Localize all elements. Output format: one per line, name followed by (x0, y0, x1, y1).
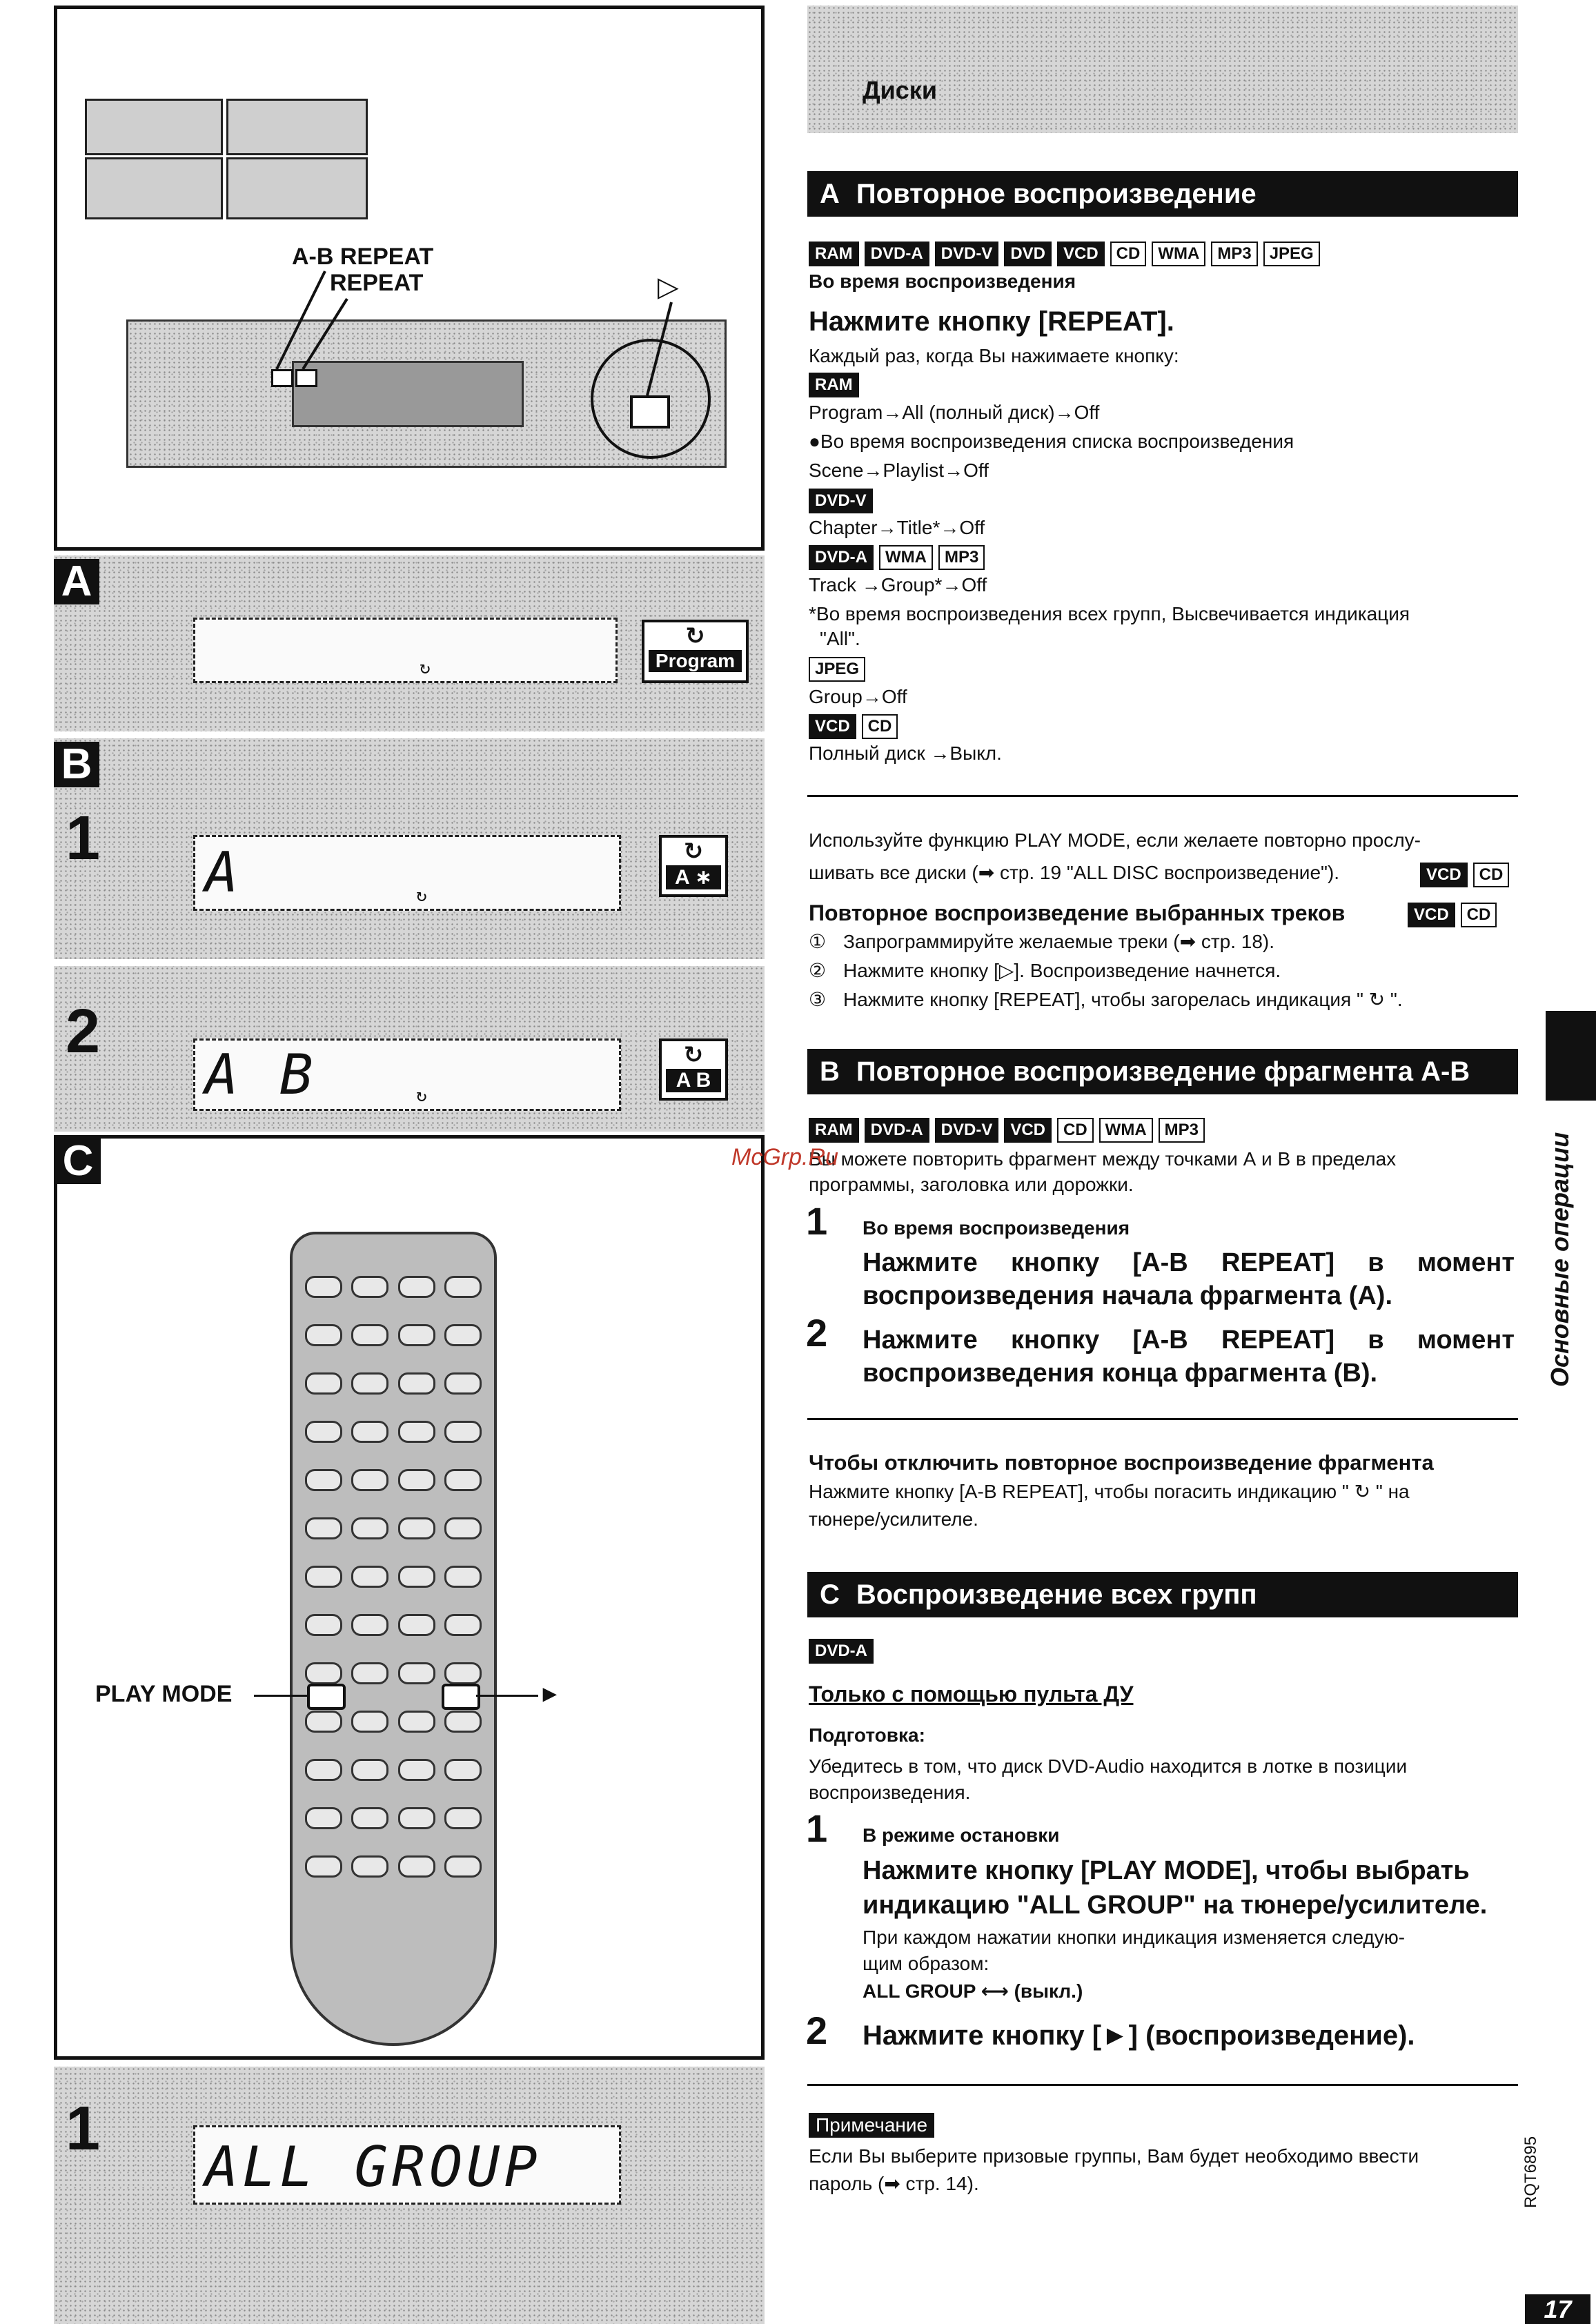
text-line: шивать все диски (➡ стр. 19 "ALL DISC воспроизведение"). (809, 862, 1340, 883)
step-pre: В режиме остановки (863, 1824, 1060, 1846)
section-title: Повторное воспроизведение (856, 179, 1257, 209)
disc-badge: DVD-A (809, 1639, 874, 1664)
step-number: 1 (66, 804, 101, 873)
text-line: Во время воспроизведения (809, 270, 1076, 292)
repeat-icon: ↻ (683, 1042, 704, 1068)
play-mode-remote-button[interactable] (307, 1684, 346, 1710)
text-line: Если Вы выберите призовые группы, Вам будет необходимо ввести (809, 2145, 1419, 2167)
section-header-c (807, 1572, 1518, 1617)
vertical-section-label: Основные операции (1546, 1132, 1574, 1387)
disc-badge: RAM (809, 1118, 859, 1143)
text-line: Каждый раз, когда Вы нажимаете кнопку: (809, 345, 1179, 366)
disc-badge: DVD-A (865, 1118, 929, 1143)
text-line: Подготовка: (809, 1724, 925, 1746)
repeat-icon: ↻ (683, 838, 704, 865)
step-text: воспроизведения начала фрагмента (А). (863, 1281, 1393, 1310)
disc-badge: RAM (809, 373, 859, 397)
disc-badge: DVD (1004, 242, 1052, 266)
indicator-program (642, 620, 749, 683)
step-text: индикацию "ALL GROUP" на тюнере/усилителе. (863, 1891, 1488, 1920)
step-marker: ③ (809, 989, 827, 1010)
header-banner (807, 6, 1518, 133)
repeat-indicator-icon: ↻ (420, 658, 435, 678)
section-letter: B (820, 1056, 840, 1087)
disc-badge: JPEG (1263, 242, 1320, 266)
disc-badge: MP3 (1159, 1118, 1205, 1143)
step-text: воспроизведения конца фрагмента (В). (863, 1359, 1378, 1388)
subheading: Только с помощью пульта ДУ (809, 1682, 1134, 1706)
display-c1 (193, 2125, 621, 2205)
label-play-mode: PLAY MODE (95, 1681, 233, 1707)
disc-badge: DVD-V (809, 489, 873, 513)
step-number: 2 (806, 2009, 828, 2052)
repeat-icon: ↻ (685, 623, 705, 649)
text-line: Group→Off (809, 686, 907, 707)
disc-badge: CD (1057, 1118, 1094, 1143)
display-a (193, 618, 618, 683)
text-line: Используйте функцию PLAY MODE, если желаете повторно прослу- (809, 829, 1421, 851)
step-text: Нажмите кнопку [A-B REPEAT] в момент (863, 1326, 1515, 1355)
subheading: Чтобы отключить повторное воспроизведение фрагмента (809, 1450, 1434, 1475)
disc-badge: VCD (1420, 863, 1468, 887)
disc-badge: MP3 (1211, 242, 1257, 266)
text-line: *Во время воспроизведения всех групп, Высвечивается индикация (809, 603, 1410, 624)
disc-badge: VCD (1004, 1118, 1052, 1143)
disc-badges (809, 1118, 1205, 1143)
text-line: Запрограммируйте желаемые треки (➡ стр. 18). (843, 931, 1275, 952)
step-number: 2 (806, 1311, 828, 1355)
panel-letter-c: C (55, 1139, 101, 1184)
text-line: Нажмите кнопку [▷]. Воспроизведение начнется. (843, 960, 1281, 981)
section-letter: A (820, 179, 840, 209)
disc-badge: CD (1110, 242, 1147, 266)
step-text: Нажмите кнопку [PLAY MODE], чтобы выбрать (863, 1856, 1470, 1885)
text-line: пароль (➡ стр. 14). (809, 2173, 979, 2194)
step-number: 2 (66, 997, 101, 1066)
remote-control-illustration (290, 1232, 497, 2046)
text-line: Нажмите кнопку [REPEAT], чтобы загорелась индикация " ↻ ". (843, 989, 1403, 1010)
text-line: ALL GROUP ⟷ (выкл.) (863, 1980, 1083, 2002)
text-line: Нажмите кнопку [A-B REPEAT], чтобы погасить индикацию " ↻ " на (809, 1481, 1410, 1502)
disc-badge: VCD (809, 714, 856, 739)
disc-badge: WMA (1152, 242, 1205, 266)
disc-badges (809, 714, 898, 739)
disc-badges (809, 373, 859, 397)
document-code: RQT6895 (1521, 2136, 1540, 2208)
disc-badge: DVD-V (935, 242, 999, 266)
play-remote-button[interactable] (442, 1684, 480, 1710)
disc-badge: JPEG (809, 657, 865, 682)
disc-badges (1408, 903, 1497, 927)
disc-badges (809, 545, 985, 570)
section-letter: C (820, 1579, 840, 1610)
disc-badges (809, 242, 1320, 266)
repeat-indicator-icon: ↻ (416, 1085, 431, 1106)
disc-badge: DVD-A (809, 545, 874, 570)
step-marker: ① (809, 931, 827, 952)
lcd-text: A (205, 840, 243, 905)
section-title: Повторное воспроизведение фрагмента А-В (856, 1056, 1470, 1087)
callout-line (254, 1695, 308, 1697)
disc-badge: CD (862, 714, 898, 739)
indicator-text: A B (666, 1069, 721, 1092)
text-line: Вы можете повторить фрагмент между точками А и В в пределах (809, 1148, 1397, 1170)
text-line: Scene→Playlist→Off (809, 460, 989, 481)
divider (807, 1418, 1518, 1420)
step-title: Нажмите кнопку [REPEAT]. (809, 306, 1174, 337)
disc-badges (809, 489, 873, 513)
section-header-a (807, 171, 1518, 217)
callout-line (476, 1695, 538, 1697)
indicator-text: A ∗ (666, 865, 721, 889)
text-line: Убедитесь в том, что диск DVD-Audio находится в лотке в позиции (809, 1755, 1408, 1777)
disc-badge: WMA (879, 545, 933, 570)
disc-badge: RAM (809, 242, 859, 266)
step-pre: Во время воспроизведения (863, 1217, 1130, 1239)
text-line: Chapter→Title*→Off (809, 517, 985, 538)
disc-badge: VCD (1057, 242, 1105, 266)
disc-badge: WMA (1099, 1118, 1153, 1143)
text-line: Полный диск →Выкл. (809, 742, 1002, 764)
disc-badges (809, 657, 865, 682)
step-text: Нажмите кнопку [►] (воспроизведение). (863, 2020, 1415, 2051)
panel-letter-a: A (54, 559, 99, 604)
play-symbol: ▷ (658, 272, 679, 302)
disc-badges (809, 1639, 874, 1664)
watermark: McGrp.Ru (731, 1144, 838, 1170)
text-line: программы, заголовка или дорожки. (809, 1174, 1134, 1195)
lcd-text: ALL GROUP (205, 2135, 542, 2199)
disc-badge: MP3 (938, 545, 985, 570)
text-line: воспроизведения. (809, 1782, 971, 1803)
text-line: щим образом: (863, 1953, 989, 1974)
step-number: 1 (806, 1199, 828, 1243)
disc-badge: DVD-V (935, 1118, 999, 1143)
text-line: тюнере/усилителе. (809, 1508, 978, 1530)
note-label: Примечание (809, 2113, 934, 2138)
callout-lines (57, 9, 768, 554)
step-marker: ② (809, 960, 827, 981)
text-line: "All". (820, 628, 860, 649)
step-number: 1 (66, 2094, 101, 2163)
divider (807, 2084, 1518, 2086)
display-b1 (193, 835, 621, 911)
indicator-a-star (659, 835, 728, 897)
disc-badge: DVD-A (865, 242, 929, 266)
text-line: При каждом нажатии кнопки индикация изменяется следую- (863, 1927, 1406, 1948)
label-ab-repeat: A-B REPEAT (292, 244, 434, 270)
divider (807, 795, 1518, 797)
text-line: Program→All (полный диск)→Off (809, 402, 1100, 423)
text-line: Track →Group*→Off (809, 574, 987, 595)
page-title: Диски (863, 76, 937, 104)
disc-badge: CD (1473, 863, 1510, 887)
figure-panel-device (54, 6, 765, 551)
disc-badges (1420, 863, 1509, 887)
panel-letter-b: B (54, 742, 99, 787)
text-line: ●Во время воспроизведения списка воспроизведения (809, 431, 1294, 452)
disc-badge: CD (1461, 903, 1497, 927)
disc-badge: VCD (1408, 903, 1455, 927)
section-tab-marker (1546, 1011, 1596, 1101)
repeat-indicator-icon: ↻ (416, 885, 431, 906)
indicator-text: Program (649, 650, 742, 672)
lcd-text: A B (205, 1043, 317, 1107)
step-text: Нажмите кнопку [A-B REPEAT] в момент (863, 1248, 1515, 1277)
display-b2 (193, 1038, 621, 1111)
section-title: Воспроизведение всех групп (856, 1579, 1257, 1610)
step-number: 1 (806, 1806, 828, 1850)
indicator-ab (659, 1038, 728, 1101)
label-repeat: REPEAT (330, 270, 424, 296)
subheading: Повторное воспроизведение выбранных треков (809, 900, 1346, 925)
page-number: 17 (1525, 2294, 1590, 2324)
play-arrow-label: ► (538, 1681, 562, 1707)
section-header-b (807, 1049, 1518, 1094)
